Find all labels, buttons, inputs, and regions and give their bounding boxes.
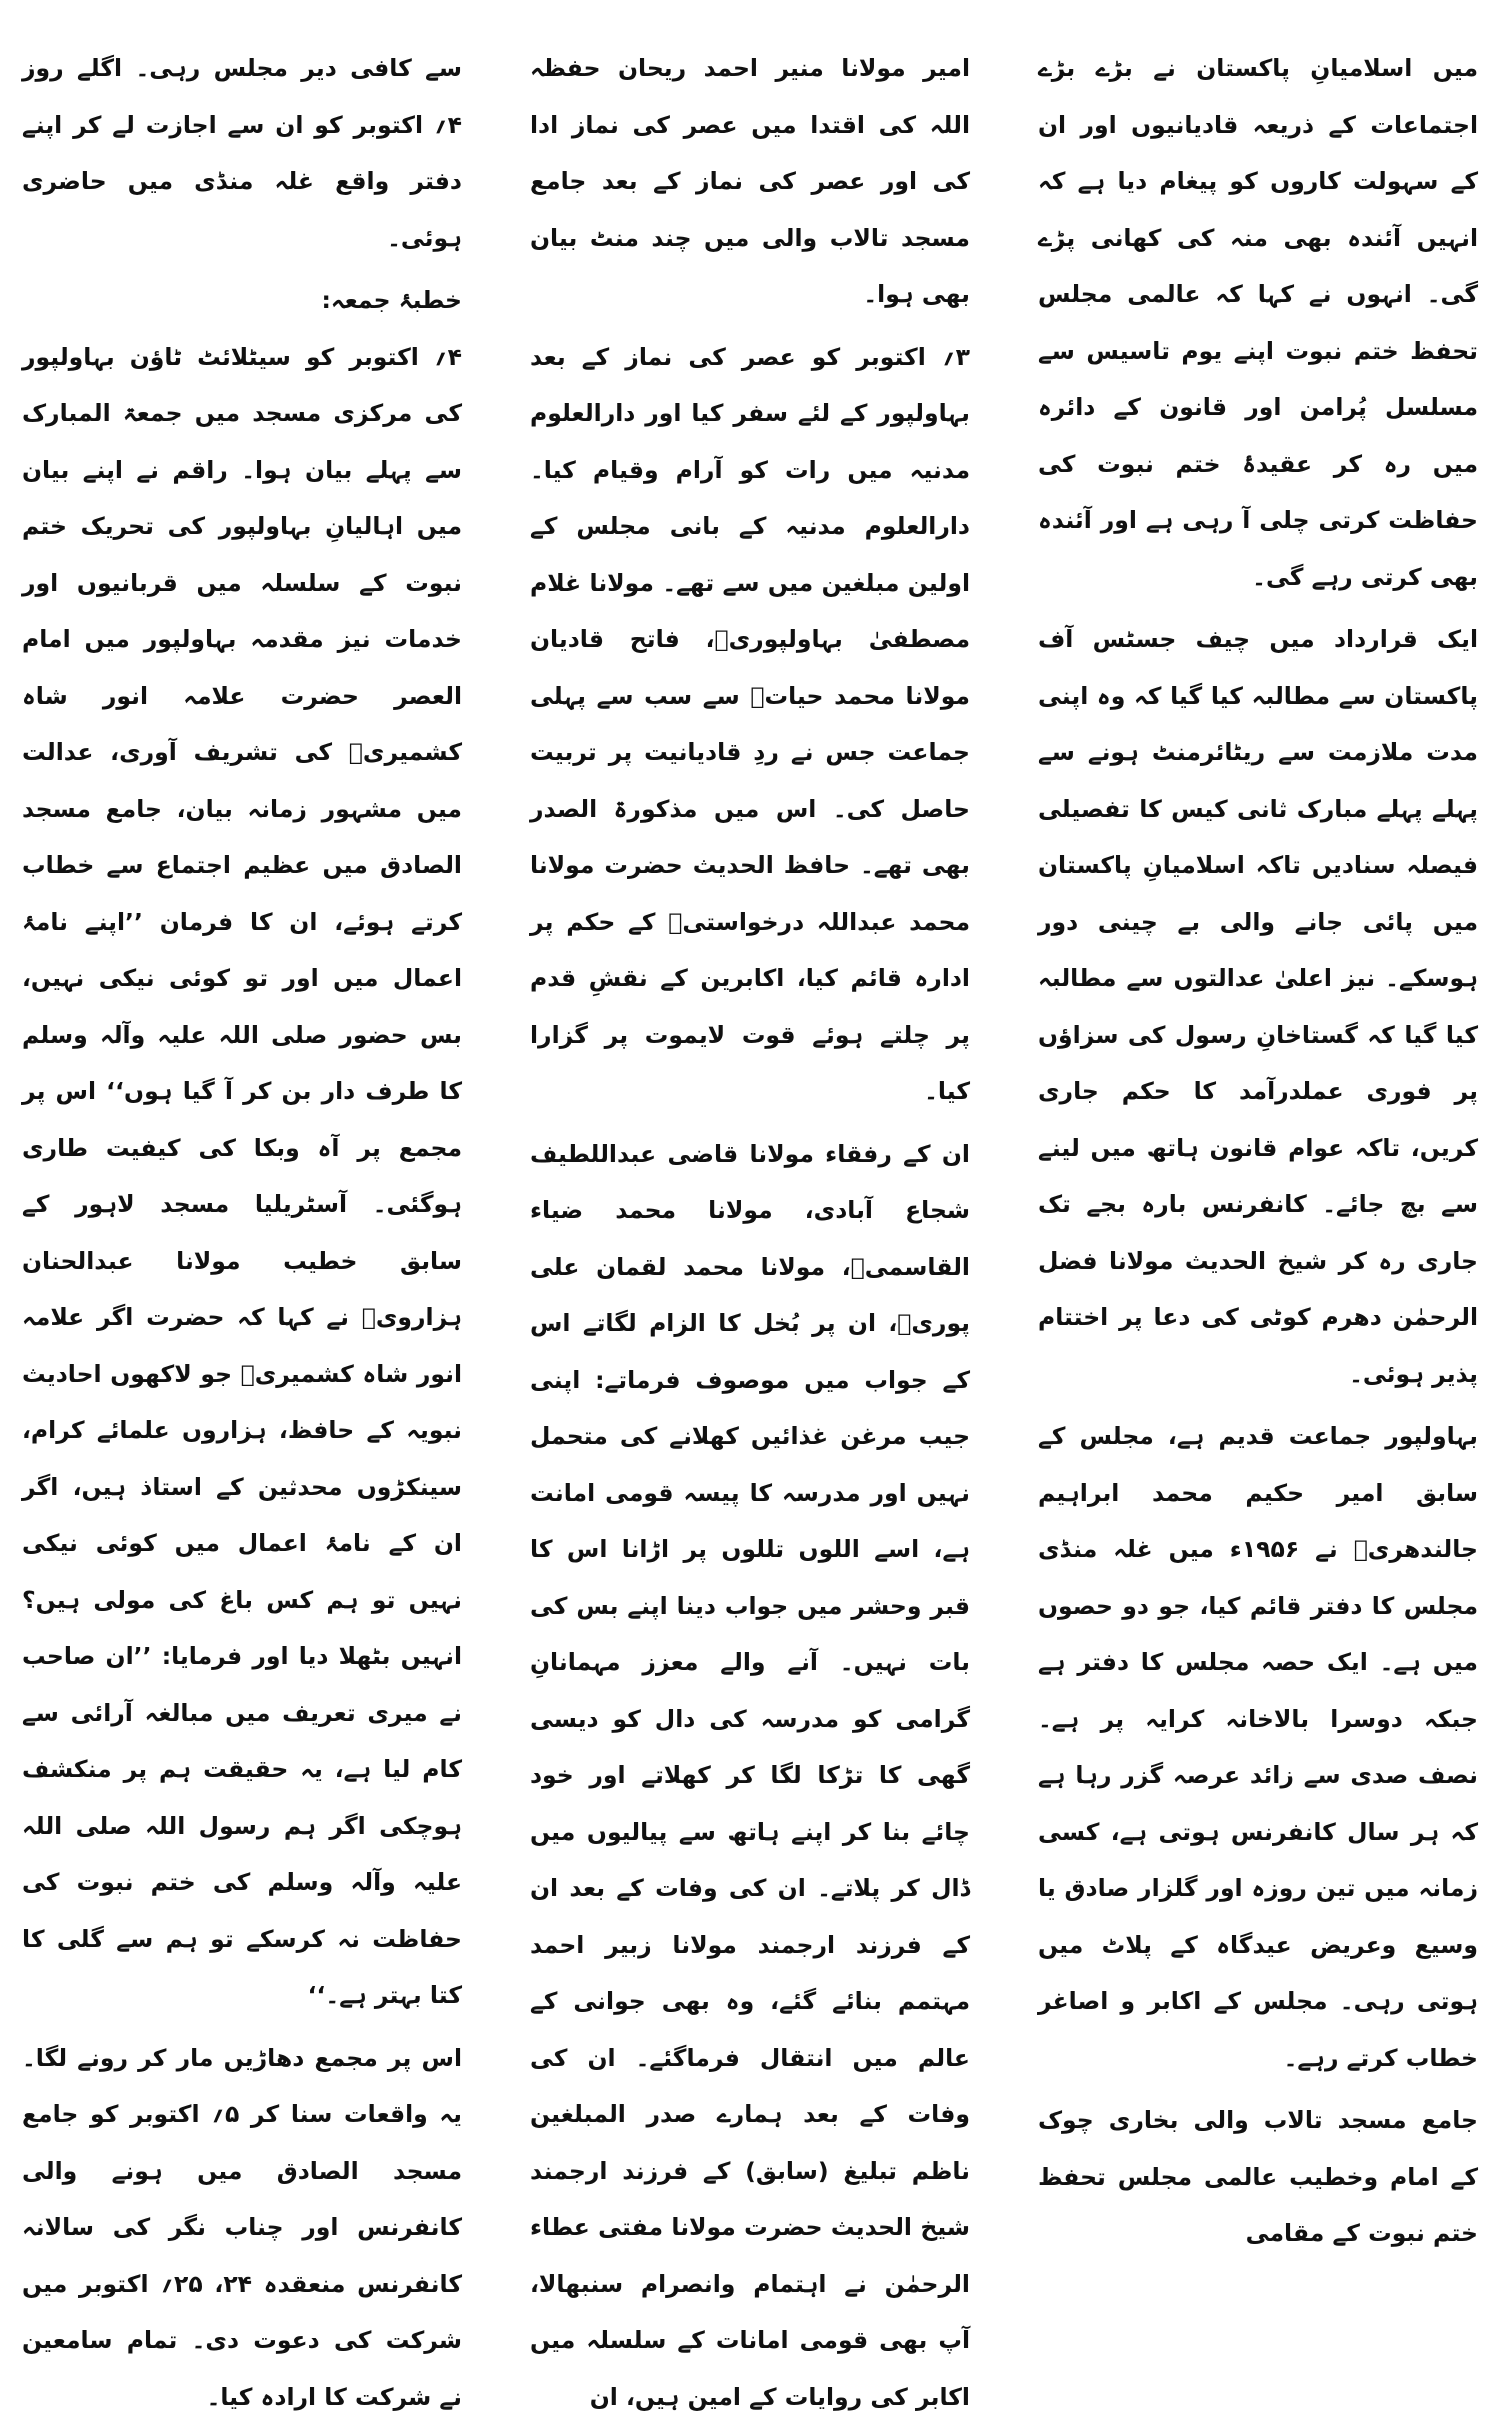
paragraph: ۳؍ اکتوبر کو عصر کی نماز کے بعد بہاولپور کے لئے سفر کیا اور دارالعلوم مدنیہ میں رات کو آرام وقیام کیا۔ دارالعلوم مدنیہ کے بانی مجلس کے اولین مبلغین میں سے تھے۔ مولانا غلام مصطفیٰ بہاولپوریؒ، فاتح قادیان مولانا محمد حیاتؒ سے سب سے پہلی جماعت جس نے ردِ قادیانیت پر تربیت حاصل کی۔ اس میں مذکورۃ الصدر بھی تھے۔ حافظ الحدیث حضرت مولانا محمد عبداللہ درخواستیؒ کے حکم پر ادارہ قائم کیا، اکابرین کے نقشِ قدم پر چلتے ہوئے قوت لایموت پر گزارا کیا۔: [530, 329, 970, 1120]
paragraph: اس پر مجمع دھاڑیں مار کر رونے لگا۔ یہ واقعات سنا کر ۵؍ اکتوبر کو جامع مسجد الصادق میں ہونے والی کانفرنس اور چناب نگر کی سالانہ کانفرنس منعقدہ ۲۴، ۲۵؍ اکتوبر میں شرکت کی دعوت دی۔ تمام سامعین نے شرکت کا ارادہ کیا۔: [22, 2030, 462, 2425]
paragraph: بہاولپور جماعت قدیم ہے، مجلس کے سابق امیر حکیم محمد ابراہیم جالندھریؒ نے ۱۹۵۶ء میں غلہ منڈی مجلس کا دفتر قائم کیا، جو دو حصوں میں ہے۔ ایک حصہ مجلس کا دفتر ہے جبکہ دوسرا بالاخانہ کرایہ پر ہے۔ نصف صدی سے زائد عرصہ گزر رہا ہے کہ ہر سال کانفرنس ہوتی ہے، کسی زمانہ میں تین روزہ اور گلزار صادق یا وسیع وعریض عیدگاہ کے پلاٹ میں ہوتی رہی۔ مجلس کے اکابر و اصاغر خطاب کرتے رہے۔: [1038, 1408, 1478, 2086]
text-column-right: [1038, 40, 1478, 2180]
paragraph: ان کے رفقاء مولانا قاضی عبداللطیف شجاع آبادی، مولانا محمد ضیاء القاسمیؒ، مولانا محمد لقمان علی پوریؒ، ان پر بُخل کا الزام لگاتے اس کے جواب میں موصوف فرماتے: اپنی جیب مرغن غذائیں کھلانے کی متحمل نہیں اور مدرسہ کا پیسہ قومی امانت ہے، اسے اللوں تللوں پر اڑانا اس کا قبر وحشر میں جواب دینا اپنے بس کی بات نہیں۔ آنے والے معزز مہمانانِ گرامی کو مدرسہ کی دال کو دیسی گھی کا تڑکا لگا کر کھلاتے اور خود چائے بنا کر اپنے ہاتھ سے پیالیوں میں ڈال کر پلاتے۔ ان کی وفات کے بعد ان کے فرزند ارجمند مولانا زبیر احمد مہتمم بنائے گئے، وہ بھی جوانی کے عالم میں انتقال فرماگئے۔ ان کی وفات کے بعد ہمارے صدر المبلغین ناظم تبلیغ (سابق) کے فرزند ارجمند شیخ الحدیث حضرت مولانا مفتی عطاء الرحمٰن نے اہتمام وانصرام سنبھالا، آپ بھی قومی امانات کے سلسلہ میں اکابر کی روایات کے امین ہیں، ان: [530, 1126, 970, 2425]
paragraph: ایک قرارداد میں چیف جسٹس آف پاکستان سے مطالبہ کیا گیا کہ وہ اپنی مدت ملازمت سے ریٹائرمنٹ ہونے سے پہلے پہلے مبارک ثانی کیس کا تفصیلی فیصلہ سنادیں تاکہ اسلامیانِ پاکستان میں پائی جانے والی بے چینی دور ہوسکے۔ نیز اعلیٰ عدالتوں سے مطالبہ کیا گیا کہ گستاخانِ رسول کی سزاؤں پر فوری عملدرآمد کا حکم جاری کریں، تاکہ عوام قانون ہاتھ میں لینے سے بچ جائے۔ کانفرنس بارہ بجے تک جاری رہ کر شیخ الحدیث مولانا فضل الرحمٰن دھرم کوٹی کی دعا پر اختتام پذیر ہوئی۔: [1038, 611, 1478, 1402]
paragraph: میں اسلامیانِ پاکستان نے بڑے بڑے اجتماعات کے ذریعہ قادیانیوں اور ان کے سہولت کاروں کو پیغام دیا ہے کہ انہیں آئندہ بھی منہ کی کھانی پڑے گی۔ انہوں نے کہا کہ عالمی مجلس تحفظ ختم نبوت اپنے یوم تاسیس سے مسلسل پُرامن اور قانون کے دائرہ میں رہ کر عقیدۂ ختم نبوت کی حفاظت کرتی چلی آ رہی ہے اور آئندہ بھی کرتی رہے گی۔: [1038, 40, 1478, 605]
text-column-middle: [530, 40, 970, 2180]
paragraph: ۴؍ اکتوبر کو سیٹلائٹ ٹاؤن بہاولپور کی مرکزی مسجد میں جمعۃ المبارک سے پہلے بیان ہوا۔ راقم نے اپنے بیان میں اہالیانِ بہاولپور کی تحریک ختم نبوت کے سلسلہ میں قربانیوں اور خدمات نیز مقدمہ بہاولپور میں امام العصر حضرت علامہ انور شاہ کشمیریؒ کی تشریف آوری، عدالت میں مشہور زمانہ بیان، جامع مسجد الصادق میں عظیم اجتماع سے خطاب کرتے ہوئے، ان کا فرمان ’’اپنے نامۂ اعمال میں اور تو کوئی نیکی نہیں، بس حضور صلی اللہ علیہ وآلہ وسلم کا طرف دار بن کر آ گیا ہوں‘‘ اس پر مجمع پر آہ وبکا کی کیفیت طاری ہوگئی۔ آسٹریلیا مسجد لاہور کے سابق خطیب مولانا عبدالحنان ہزارویؒ نے کہا کہ حضرت اگر علامہ انور شاہ کشمیریؒ جو لاکھوں احادیث نبویہ کے حافظ، ہزاروں علمائے کرام، سینکڑوں محدثین کے استاذ ہیں، اگر ان کے نامۂ اعمال میں کوئی نیکی نہیں تو ہم کس باغ کی مولی ہیں؟ انہیں بٹھلا دیا اور فرمایا: ’’ان صاحب نے میری تعریف میں مبالغہ آرائی سے کام لیا ہے، یہ حقیقت ہم پر منکشف ہوچکی اگر ہم رسول اللہ صلی اللہ علیہ وآلہ وسلم کی ختم نبوت کی حفاظت نہ کرسکے تو ہم سے گلی کا کتا بہتر ہے۔‘‘: [22, 329, 462, 2024]
text-column-left: [22, 40, 462, 2180]
paragraph: امیر مولانا منیر احمد ریحان حفظہ اللہ کی اقتدا میں عصر کی نماز ادا کی اور عصر کی نماز کے بعد جامع مسجد تالاب والی میں چند منٹ بیان بھی ہوا۔: [530, 40, 970, 323]
newspaper-page: [22, 40, 1478, 2180]
paragraph: سے کافی دیر مجلس رہی۔ اگلے روز ۴؍ اکتوبر کو ان سے اجازت لے کر اپنے دفتر واقع غلہ منڈی میں حاضری ہوئی۔: [22, 40, 462, 266]
section-heading: خطبۂ جمعہ:: [22, 272, 462, 329]
paragraph: جامع مسجد تالاب والی بخاری چوک کے امام وخطیب عالمی مجلس تحفظ ختم نبوت کے مقامی: [1038, 2092, 1478, 2262]
